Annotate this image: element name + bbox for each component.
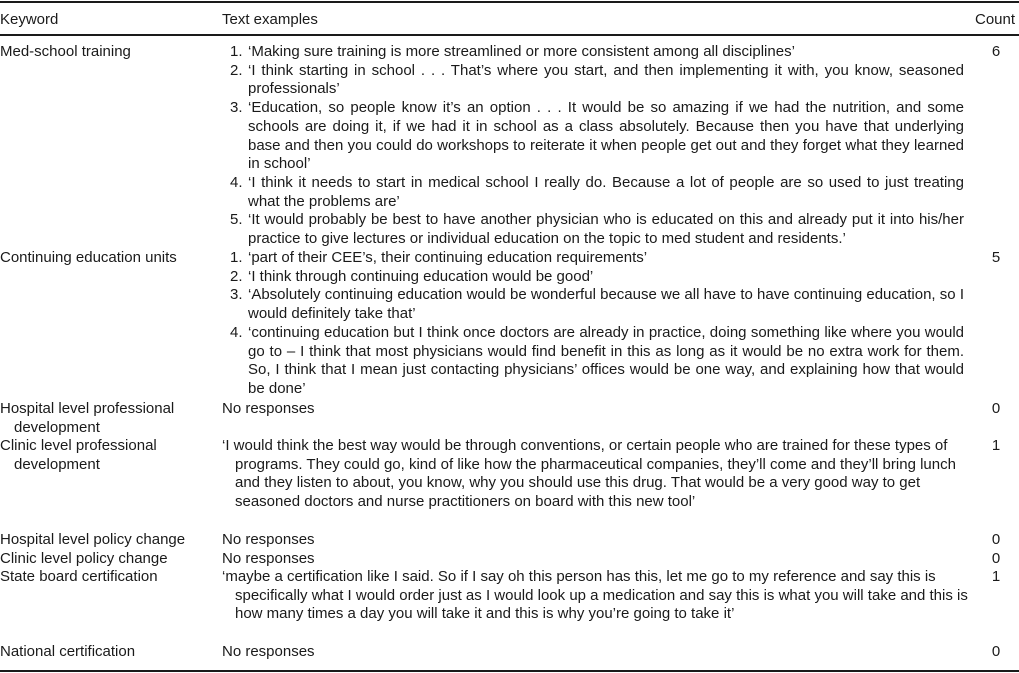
- row-text-examples: No responses: [222, 400, 315, 417]
- table-top-rule: [0, 1, 1019, 3]
- row-text-examples: ‘I would think the best way would be through conventions, or certain people who are trained for these types of programs. They could go, kind of like how the pharmaceutical companies, they’ll come and they’ll bring lunch and they listen to about, you know, why you should use this drug. That would be a very good way to get seasoned doctors and nurse practitioners on board with this new tool’: [222, 437, 956, 511]
- row-count: 6: [991, 43, 1001, 60]
- row-count: 1: [991, 568, 1001, 585]
- row-keyword: Clinic level policy change: [0, 550, 168, 567]
- header-count: Count: [975, 11, 1016, 28]
- row-count: 5: [991, 249, 1001, 266]
- list-item: 3. ‘Absolutely continuing education would be wonderful because we all have to have continuing education, so I would definitely take that’: [230, 286, 964, 323]
- row-keyword: Hospital level policy change: [0, 531, 186, 548]
- list-item: 3. ‘Education, so people know it’s an option . . . It would be so amazing if we had the nutrition, and some schools are doing it, if we had it in school as a class absolutely. Because then you have that underlying base and then you could do workshops to reiterate it when people get out and they forget what they learned in school’: [230, 99, 964, 173]
- table-bottom-rule: [0, 670, 1019, 672]
- row-keyword: Clinic level professional development: [0, 437, 157, 473]
- row-text-examples: No responses: [222, 531, 315, 548]
- header-bottom-rule: [0, 34, 1019, 36]
- list-item: 5. ‘It would probably be best to have another physician who is educated on this and already put it into his/her practice to give lectures or individual education on the topic to med student and residents.’: [230, 211, 964, 248]
- row-keyword: Continuing education units: [0, 249, 177, 266]
- row-text-examples: ‘maybe a certification like I said. So if I say oh this person has this, let me go to my reference and say this is specifically what I would order just as I would look up a medication and say this is what you will take and this is how many times a day you will take it and this is why you’re going to take it’: [222, 568, 968, 623]
- list-item: 4. ‘continuing education but I think once doctors are already in practice, doing something like where you would go to – I think that most physicians would find benefit in this as long as it would be no extra work for them. So, I think that I mean just contacting physicians’ offices would be one way, and explaining how that would be done’: [230, 323, 964, 397]
- list-item: 1. ‘Making sure training is more streamlined or more consistent among all disciplines’: [230, 43, 795, 60]
- row-count: 0: [991, 531, 1001, 548]
- row-count: 0: [991, 550, 1001, 567]
- list-item: 4. ‘I think it needs to start in medical school I really do. Because a lot of people are so used to just treating what the problems are’: [230, 173, 964, 210]
- row-text-examples: [222, 43, 964, 249]
- row-text-examples: No responses: [222, 643, 315, 660]
- list-item: 2. ‘I think through continuing education would be good’: [230, 267, 594, 285]
- row-count: 0: [991, 643, 1001, 660]
- row-count: 0: [991, 400, 1001, 417]
- header-text-examples: Text examples: [222, 11, 318, 28]
- list-item: 2. ‘I think starting in school . . . That’s where you start, and then implementing it with, you know, seasoned professionals’: [230, 61, 964, 98]
- row-count: 1: [991, 437, 1001, 454]
- row-text-examples: [222, 249, 964, 399]
- row-keyword: National certification: [0, 643, 136, 660]
- row-text-examples: No responses: [222, 550, 315, 567]
- example-list: [222, 43, 964, 249]
- example-list: [222, 249, 964, 399]
- row-keyword: Med-school training: [0, 43, 131, 60]
- row-keyword: Hospital level professional development: [0, 400, 175, 436]
- list-item: 1. ‘part of their CEE’s, their continuing education requirements’: [230, 249, 648, 266]
- row-keyword: State board certification: [0, 568, 158, 585]
- header-keyword: Keyword: [0, 11, 59, 28]
